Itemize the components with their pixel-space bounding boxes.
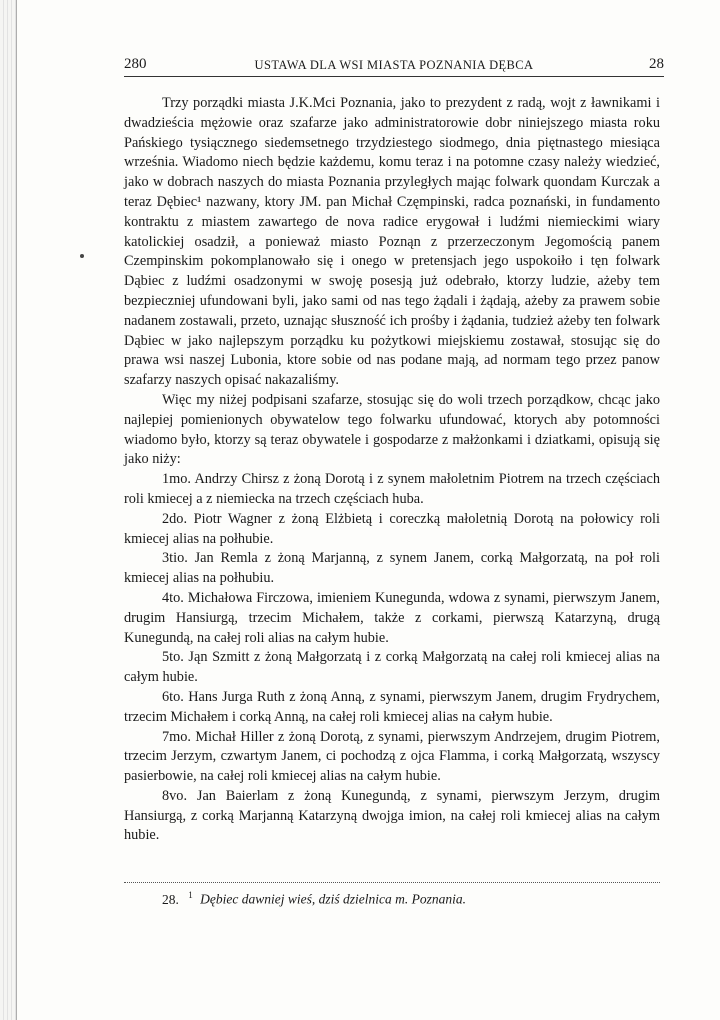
entry-4: 4to. Michałowa Firczowa, imieniem Kunegunda, wdowa z synami, pierwszym Janem, drugim Hansiurgą, trzecim Michałem, także z corkami, pierwszą Katarzyną, drugą Kunegundą, na całej roli alias na całym hubie.	[124, 589, 660, 646]
entry-2: 2do. Piotr Wagner z żoną Elżbietą i coreczką małoletnią Dorotą na połowicy roli kmiecej alias na połhubie.	[124, 510, 660, 547]
entry-7: 7mo. Michał Hiller z żoną Dorotą, z synami, pierwszym Andrzejem, drugim Piotrem, trzecim Jerzym, czwartym Janem, ci pochodzą z ojca Flamma, i corką Małgorzatą, wszyscy pasierbowie, na całej roli kmiecej alias na całym hubie.	[124, 728, 660, 785]
entry-3: 3tio. Jan Remla z żoną Marjanną, z synem Janem, corką Małgorzatą, na poł roli kmiecej alias na połhubiu.	[124, 550, 660, 587]
document-number: 28	[649, 56, 664, 72]
entry-6: 6to. Hans Jurga Ruth z żoną Anną, z synami, pierwszym Janem, drugim Frydrychem, trzecim Michałem i corką Anną, na całej roli kmiecej alias na całym hubie.	[124, 688, 660, 725]
main-text	[124, 94, 660, 846]
header-rule	[124, 76, 664, 77]
footnote-document-number: 28.	[162, 891, 179, 907]
footnote	[162, 890, 662, 908]
stray-ink-mark	[80, 254, 84, 258]
running-title: USTAWA DLA WSI MIASTA POZNANIA DĘBCA	[254, 58, 534, 72]
footnote-separator	[124, 882, 660, 883]
entry-5: 5to. Jąn Szmitt z żoną Małgorzatą i z corką Małgorzatą na całej roli kmiecej alias na całym hubie.	[124, 649, 660, 686]
entry-8: 8vo. Jan Baierlam z żoną Kunegundą, z synami, pierwszym Jerzym, drugim Hansiurgą, z corką Marjanną Katarzyną dwojga imion, na całej roli kmiecej alias na całym hubie.	[124, 787, 660, 844]
footnote-marker: 1	[188, 890, 193, 900]
footnote-text: Dębiec dawniej wieś, dziś dzielnica m. Poznania.	[200, 891, 466, 907]
paragraph-declaration: Więc my niżej podpisani szafarze, stosując się do woli trzech porządkow, chcąc jako najlepiej pomienionych obywatelow tego folwarku ufundować, ktorych aby potomności wiadomo było, ktorzy są teraz obywatele i gospodarze z małżonkami i dziatkami, opisują się jako niży:	[124, 391, 660, 468]
entry-1: 1mo. Andrzy Chirsz z żoną Dorotą i z synem małoletnim Piotrem na trzech częściach roli kmiecej a z niemiecka na trzech częściach huba.	[124, 471, 660, 507]
page-binding-edge	[0, 0, 17, 1020]
page-number: 280	[124, 56, 147, 72]
paragraph-intro: Trzy porządki miasta J.K.Mci Poznania, jako to prezydent z radą, wojt z ławnikami i dwadzieścia mężowie oraz szafarze jako administratorowie dobr niniejszego miasta roku Pańskiego tysiącznego siedemsetnego trzydziestego siodmego, dnia piętnastego miesiąca września. Wiadomo niech będzie każdemu, komu teraz i na potomne czasy należy wiedzieć, jako w dobrach naszych do miasta Poznania przyległych mając folwark quondam Kurczak a teraz Dębiec¹ nazwany, ktory JM. pan Michał Częmpinski, radca poznański, in fundamento kontraktu z miastem zawartego de nova radice erygował i ludźmi niemieckimi wiary katolickiej osadził, a ponieważ miasto Poznąn z przerzeczonym Jegomością panem Czempinskim pokomplanowało się i onego w pretensjach jego uspokoiło i tęn folwark Dąbiec z ludźmi osadzonymi w swoję posesją już odebrało, ktorzy ludzie, ażeby tem bezpieczniej ufundowani byli, jako sami od nas tego żądali i żądają, ażeby za prawem sobie nadanem zostawali, przeto, uznając słuszność ich prośby i żądania, tudzież ażeby ten folwark Dąbiec w jako najlepszym porządku ku pożytkowi miejskiemu zostawał, stosując się do prawa wsi naszej Lubonia, ktore sobie od nas podane mają, ad normam tego przez panow szafarzy naszych opisać nakazaliśmy.	[124, 95, 660, 389]
